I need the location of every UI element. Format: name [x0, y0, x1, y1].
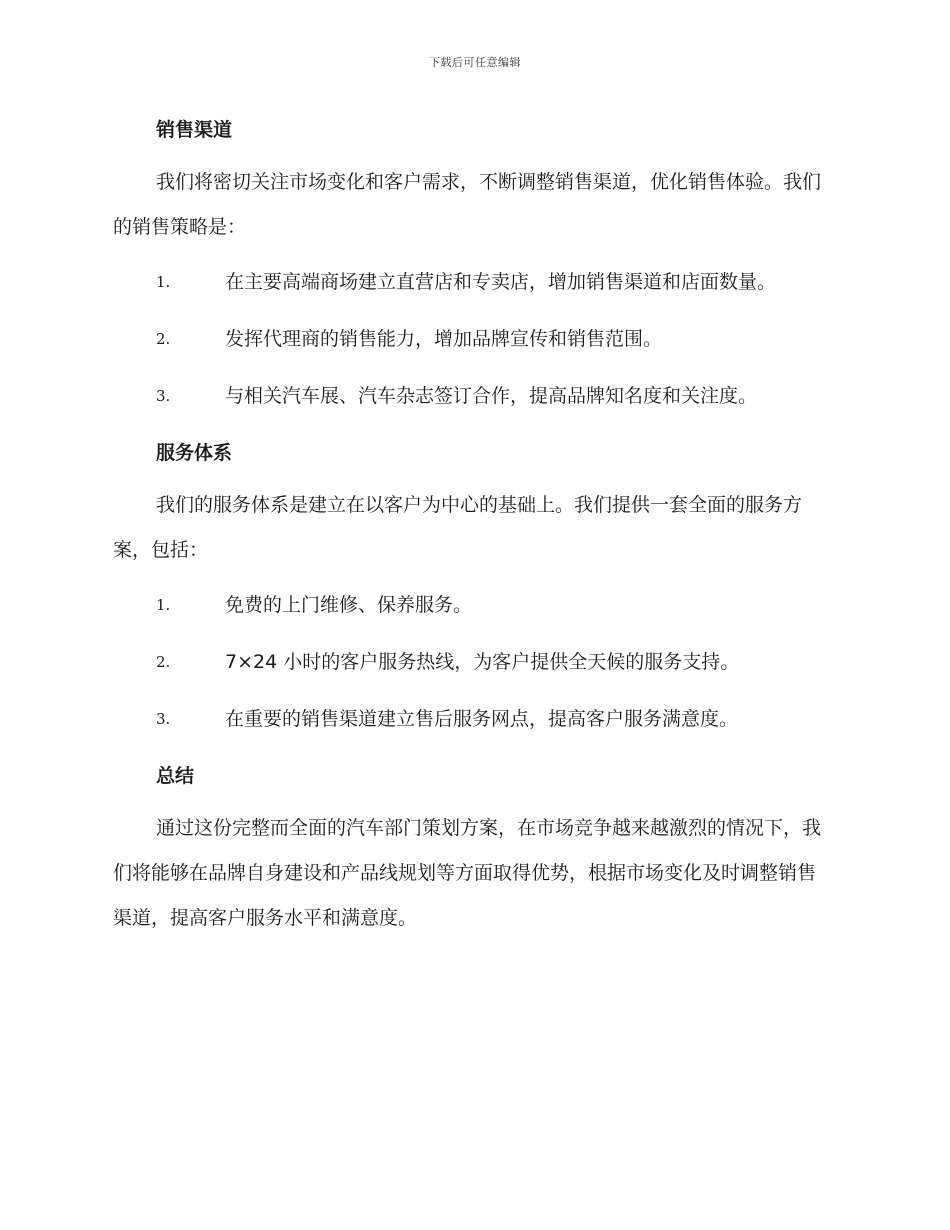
section-service-system: [113, 431, 833, 742]
list-text: 7×24 小时的客户服务热线，为客户提供全天候的服务支持。: [225, 651, 740, 673]
section-paragraph: 我们的服务体系是建立在以客户为中心的基础上。我们提供一套全面的服务方案，包括：: [113, 494, 803, 561]
list-text: 发挥代理商的销售能力，增加品牌宣传和销售范围。: [225, 328, 663, 350]
list-item: [113, 260, 833, 305]
section-paragraph: 我们将密切关注市场变化和客户需求，不断调整销售渠道，优化销售体验。我们的销售策略是：: [113, 171, 822, 238]
section-summary: [113, 754, 833, 941]
list-text: 在重要的销售渠道建立售后服务网点，提高客户服务满意度。: [225, 708, 739, 730]
section-heading: 销售渠道: [156, 119, 233, 141]
list-item: [113, 640, 833, 685]
list-text: 在主要高端商场建立直营店和专卖店，增加销售渠道和店面数量。: [225, 271, 777, 293]
list-text: 免费的上门维修、保养服务。: [225, 594, 473, 616]
section-paragraph: 通过这份完整而全面的汽车部门策划方案，在市场竞争越来越激烈的情况下，我们将能够在品牌自身建设和产品线规划等方面取得优势，根据市场变化及时调整销售渠道，提高客户服务水平和满意度。: [113, 817, 822, 929]
list-text: 与相关汽车展、汽车杂志签订合作，提高品牌知名度和关注度。: [225, 385, 758, 407]
list-number: 3.: [156, 710, 171, 728]
list-number: 1.: [156, 273, 171, 291]
section-sales-channels: [113, 108, 833, 419]
list-item: [113, 583, 833, 628]
section-heading: 总结: [156, 765, 195, 787]
list-number: 2.: [156, 653, 171, 671]
header-note: 下载后可任意编辑: [429, 56, 521, 69]
list-number: 3.: [156, 387, 171, 405]
list-item: [113, 697, 833, 742]
list-number: 2.: [156, 330, 171, 348]
list-item: [113, 374, 833, 419]
list-number: 1.: [156, 596, 171, 614]
document-body: [113, 108, 833, 951]
list-item: [113, 317, 833, 362]
section-heading: 服务体系: [156, 442, 233, 464]
